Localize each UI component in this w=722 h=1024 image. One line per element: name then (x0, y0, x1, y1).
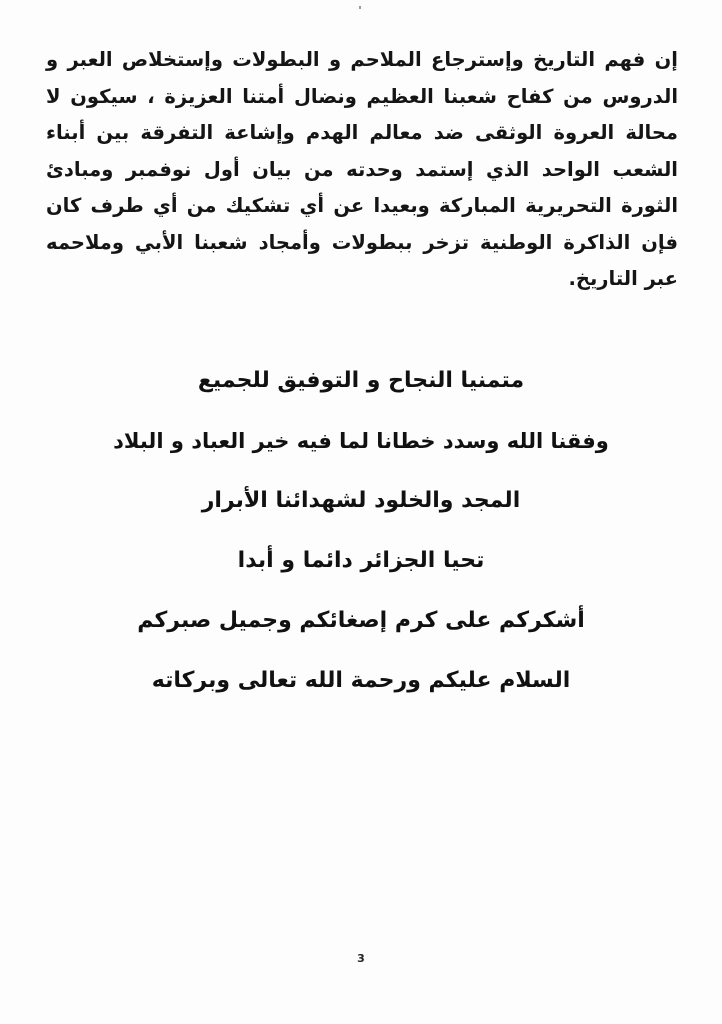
closing-line-wishes: متمنيا النجاح و التوفيق للجميع (197, 368, 525, 393)
closing-line-thanks: أشكركم على كرم إصغائكم وجميل صبركم (137, 608, 585, 633)
page-number: 3 (357, 952, 365, 965)
scan-mark (359, 6, 361, 9)
closing-line-greeting: السلام عليكم ورحمة الله تعالى وبركاته (151, 668, 571, 693)
closing-line-algeria: تحيا الجزائر دائما و أبدا (237, 548, 485, 573)
closing-line-martyrs: المجد والخلود لشهدائنا الأبرار (201, 488, 521, 513)
body-paragraph: إن فهم التاريخ وإسترجاع الملاحم و البطولات وإستخلاص العبر و الدروس من كفاح شعبنا العظيم ونضال أمتنا العزيزة ، سيكون لا محالة العروة الوثقى ضد معالم الهدم وإشاعة التفرقة بين أبناء الشعب الواحد الذي إستمد وحدته من بيان أول نوفمبر ومبادئ الثورة التحريرية المباركة وبعيدا عن أي تشكيك من أي طرف كان فإن الذاكرة الوطنية تزخر ببطولات وأمجاد شعبنا الأبي وملاحمه عبر التاريخ. (46, 48, 678, 290)
closing-section (60, 351, 662, 711)
closing-line-prayer: وفقنا الله وسدد خطانا لما فيه خير العباد و البلاد (113, 429, 609, 453)
